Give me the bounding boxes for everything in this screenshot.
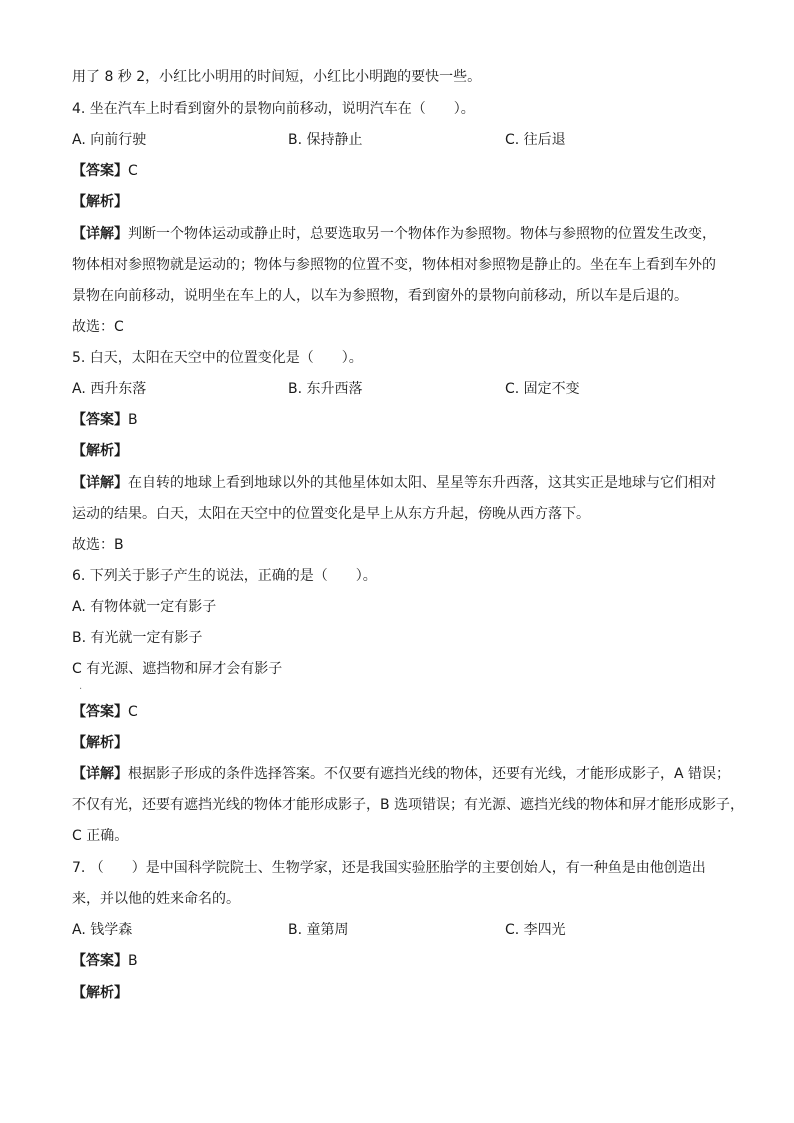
q6-analysis: 【解析】	[72, 735, 128, 751]
continuation-text: 用了 8 秒 2，小红比小明用的时间短，小红比小明跑的要快一些。	[72, 69, 482, 85]
q7-stem-2: 来，并以他的姓来命名的。	[72, 891, 240, 907]
q5-detail-2: 运动的结果。白天，太阳在天空中的位置变化是早上从东方升起，傍晚从西方落下。	[72, 506, 590, 522]
q5-option-c: C. 固定不变	[505, 381, 580, 397]
q4-answer	[72, 161, 138, 181]
stray-mark: ·	[79, 684, 83, 695]
q6-detail-2: 不仅有光，还要有遮挡光线的物体才能形成影子，B 选项错误；有光源、遮挡光线的物体和屏才能形成影子，	[72, 797, 745, 813]
q5-choice: 故选：B	[72, 537, 124, 553]
q6-stem: 6. 下列关于影子产生的说法，正确的是（ ）。	[72, 568, 377, 584]
answer-value: B	[128, 412, 138, 428]
detail-tag: 【详解】	[72, 226, 128, 242]
q7-option-b: B. 童第周	[288, 922, 349, 938]
q6-detail-1	[72, 764, 730, 784]
answer-value: B	[128, 953, 138, 969]
q5-detail-1	[72, 473, 716, 493]
q6-option-b: B. 有光就一定有影子	[72, 630, 203, 646]
answer-value: C	[128, 163, 138, 179]
answer-tag: 【答案】	[72, 412, 128, 428]
answer-tag: 【答案】	[72, 704, 128, 720]
q4-stem: 4. 坐在汽车上时看到窗外的景物向前移动，说明汽车在（ ）。	[72, 101, 475, 117]
q4-option-a: A. 向前行驶	[72, 132, 147, 148]
q7-option-c: C. 李四光	[505, 922, 566, 938]
q5-answer	[72, 410, 138, 430]
q5-stem: 5. 白天，太阳在天空中的位置变化是（ ）。	[72, 350, 363, 366]
q5-analysis: 【解析】	[72, 443, 128, 459]
q6-option-c: C 有光源、遮挡物和屏才会有影子	[72, 661, 283, 677]
answer-tag: 【答案】	[72, 163, 128, 179]
detail-text: 根据影子形成的条件选择答案。不仅要有遮挡光线的物体，还要有光线，才能形成影子，A 错误；	[128, 766, 731, 782]
answer-tag: 【答案】	[72, 953, 128, 969]
detail-text: 在自转的地球上看到地球以外的其他星体如太阳、星星等东升西落，这其实正是地球与它们相对	[128, 475, 716, 491]
q7-analysis: 【解析】	[72, 985, 128, 1001]
q6-option-a: A. 有物体就一定有影子	[72, 599, 217, 615]
q4-detail-2: 物体相对参照物就是运动的；物体与参照物的位置不变，物体相对参照物是静止的。坐在车上看到车外的	[72, 257, 716, 273]
detail-tag: 【详解】	[72, 475, 128, 491]
q5-option-b: B. 东升西落	[288, 381, 363, 397]
q6-detail-3: C 正确。	[72, 828, 129, 844]
q5-option-a: A. 西升东落	[72, 381, 147, 397]
q7-option-a: A. 钱学森	[72, 922, 133, 938]
detail-tag: 【详解】	[72, 766, 128, 782]
detail-text: 判断一个物体运动或静止时，总要选取另一个物体作为参照物。物体与参照物的位置发生改变，	[128, 226, 716, 242]
q4-option-c: C. 往后退	[505, 132, 566, 148]
q4-detail-3: 景物在向前移动，说明坐在车上的人，以车为参照物，看到窗外的景物向前移动，所以车是后退的。	[72, 288, 688, 304]
q4-choice: 故选：C	[72, 319, 124, 335]
q4-analysis: 【解析】	[72, 194, 128, 210]
q7-stem-1: 7. （ ）是中国科学院院士、生物学家，还是我国实验胚胎学的主要创始人，有一种鱼是由他创造出	[72, 860, 706, 876]
q7-answer	[72, 951, 138, 971]
answer-value: C	[128, 704, 138, 720]
q6-answer	[72, 702, 138, 722]
q4-option-b: B. 保持静止	[288, 132, 363, 148]
q4-detail-1	[72, 224, 716, 244]
